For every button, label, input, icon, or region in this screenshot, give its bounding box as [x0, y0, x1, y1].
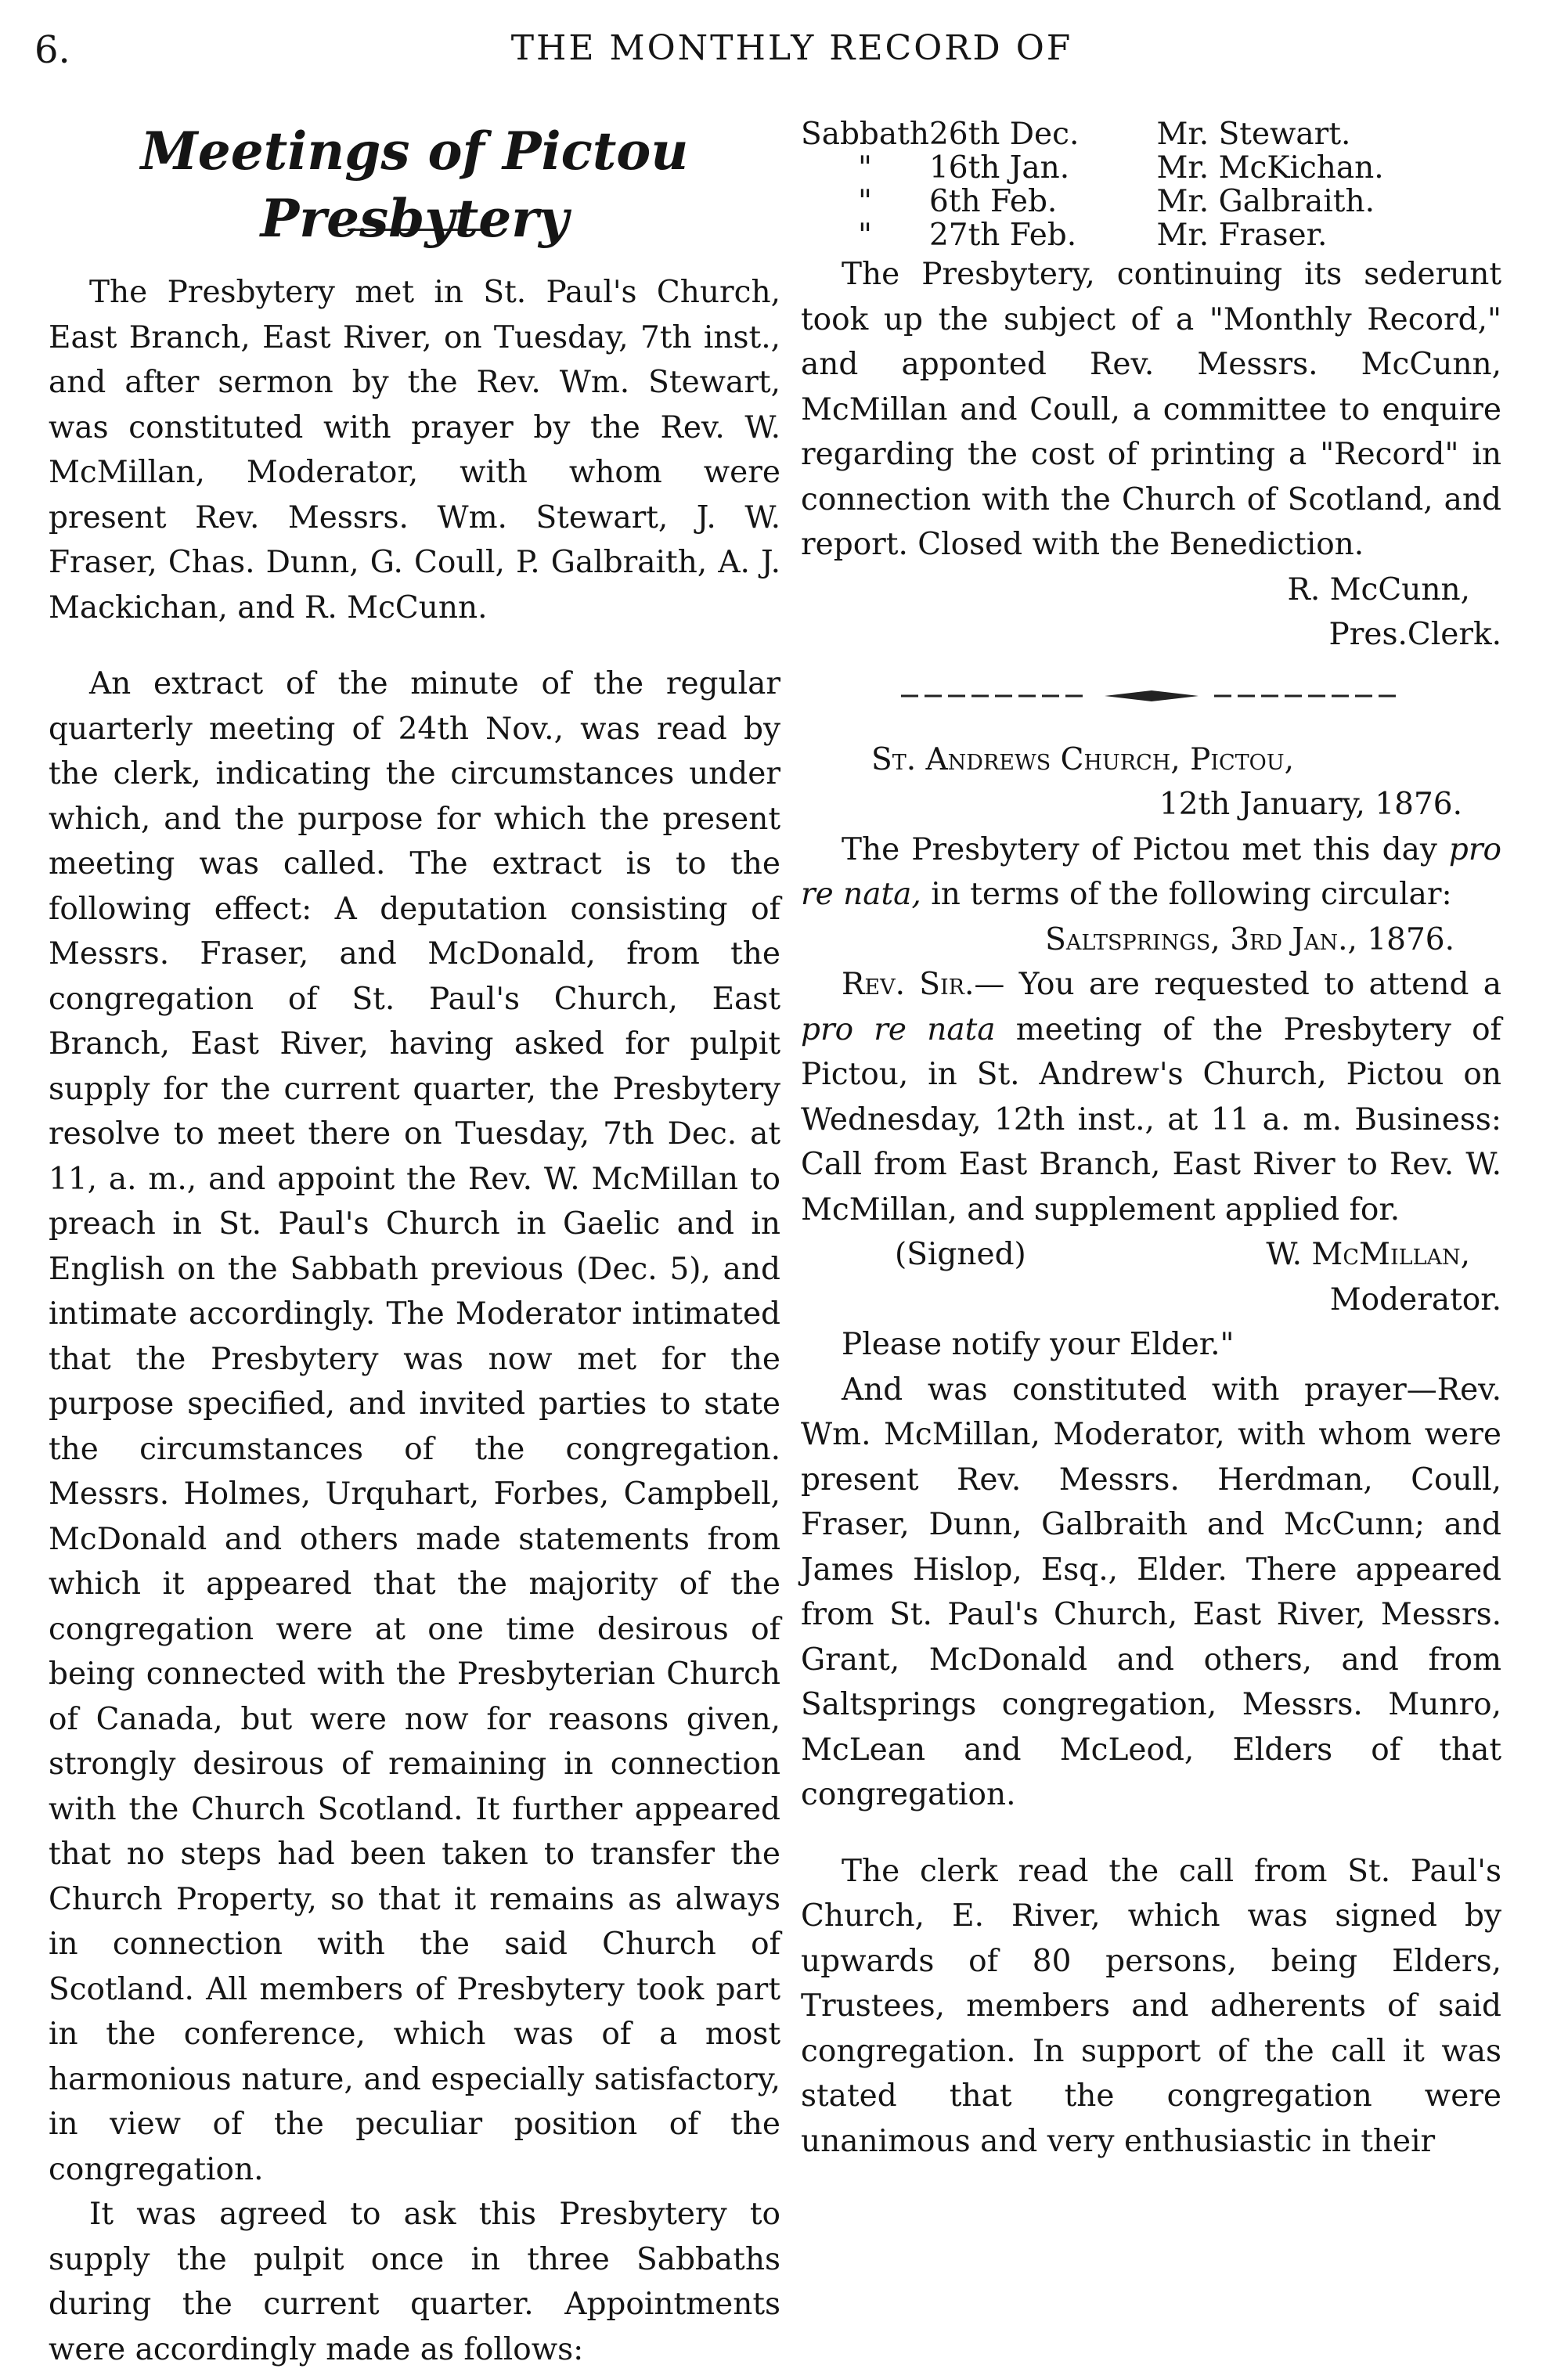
page-number: 6.	[34, 28, 70, 72]
dateline-place: St. Andrews Church, Pictou,	[871, 741, 1294, 777]
moderator-signature: W. McMillan,	[1266, 1237, 1470, 1272]
meeting-intro-pre: The Presbytery of Pictou met this day	[842, 831, 1437, 867]
clerk-title: Pres.Clerk.	[1328, 617, 1501, 652]
paragraph-opening: The Presbytery met in St. Paul's Church, East Branch, East River, on Tuesday, 7th inst., and after sermon by the Rev. Wm. Stewart, was constituted with prayer by the Rev. W. McMillan, Moderator, with whom were present Rev. Messrs. Wm. Stewart, J. W. Fraser, Chas. Dunn, G. Coull, P. Galbraith, A. J. Mackichan, and R. McCunn.	[49, 275, 780, 625]
appointment-date: 6th Feb.	[928, 184, 1058, 219]
appointment-minister: Mr. Fraser.	[1156, 218, 1328, 253]
meeting-intro-post: in terms of the following circular:	[931, 877, 1452, 912]
appointment-row	[801, 151, 1501, 185]
appointment-date: 16th Jan.	[928, 150, 1070, 186]
appointment-mark: Sabbath	[801, 117, 929, 152]
paragraph-appointments: It was agreed to ask this Presbytery to supply the pulpit once in three Sabbaths during the current quarter. Appointments were accordingly made as follows:	[49, 2197, 780, 2367]
appointment-row	[801, 185, 1501, 218]
appointment-mark: "	[858, 218, 872, 253]
circular-pre: You are requested to attend a	[1018, 967, 1501, 1002]
paragraph-circular	[801, 962, 1501, 1232]
appointment-date: 27th Feb.	[928, 218, 1077, 253]
notify-line: Please notify your Elder."	[842, 1327, 1235, 1362]
clerk-signature: R. McCunn,	[1287, 571, 1470, 607]
dateline-date: 12th January, 1876.	[1159, 787, 1462, 822]
left-column	[49, 117, 780, 2372]
appointment-minister: Mr. Stewart.	[1156, 117, 1351, 152]
paragraph-meeting-intro	[801, 827, 1501, 917]
signed-label: (Signed)	[895, 1237, 1026, 1272]
paragraph-extract: An extract of the minute of the regular quarterly meeting of 24th Nov., was read by the clerk, indicating the circumstances under which, and the purpose for which the present meeting was called. The extract is to the following effect: A deputation consisting of Messrs. Fraser, and McDonald, from the congregation of St. Paul's Church, East Branch, East River, having asked for pulpit supply for the current quarter, the Presbytery resolve to meet there on Tuesday, 7th Dec. at 11, a. m., and appoint the Rev. W. McMillan to preach in St. Paul's Church in Gaelic and in English on the Sabbath previous (Dec. 5), and intimate accordingly. The Moderator intimated that the Presbytery was now met for the purpose specified, and invited parties to state the circumstances of the congregation. Messrs. Holmes, Urquhart, Forbes, Campbell, McDonald and others made statements from which it appeared that the majority of the congregation were at one time desirous of being connected with the Presbyterian Church of Canada, but were now for reasons given, strongly desirous of remaining in connection with the Church Scotland. It further appeared that no steps had been taken to transfer the Church Property, so that it remains as always in connection with the said Church of Scotland. All members of Presbytery took part in the conference, which was of a most harmonious nature, and especially satisfactory, in view of the peculiar position of the congregation.	[49, 666, 780, 2187]
section-divider-ornament	[893, 684, 1410, 708]
meeting-intro-latin: pro re nata,	[801, 831, 1501, 912]
circular-latin: pro re nata	[801, 1011, 996, 1047]
right-column	[801, 117, 1501, 2164]
article-heading: Meetings of Pictou Presbytery	[140, 121, 689, 249]
appointment-mark: "	[858, 184, 872, 219]
appointments-table	[801, 117, 1501, 252]
circular-post: meeting of the Presbytery of Pictou, in St. Andrew's Church, Pictou on Wednesday, 12th inst., at 11 a. m. Business: Call from East Branch, East River to Rev. W. McMillan, and supplement applied for.	[801, 1011, 1501, 1227]
appointment-minister: Mr. Galbraith.	[1156, 184, 1375, 219]
moderator-title: Moderator.	[1329, 1282, 1501, 1318]
page-header	[0, 28, 1568, 75]
appointment-mark: "	[858, 150, 872, 186]
circular-salutation: Rev. Sir.—	[842, 967, 1005, 1002]
circular-dateline: Saltsprings, 3rd Jan., 1876.	[1045, 921, 1454, 957]
appointment-row	[801, 218, 1501, 252]
appointment-date: 26th Dec.	[928, 117, 1080, 152]
paragraph-sederunt: The Presbytery, continuing its sederunt took up the subject of a "Monthly Record," and apponted Rev. Messrs. McCunn, McMillan and Coull, a committee to enquire regarding the cost of printing a "Record" in connection with the Church of Scotland, and report. Closed with the Benediction.	[801, 257, 1501, 562]
appointment-row	[801, 117, 1501, 151]
running-title: THE MONTHLY RECORD OF	[510, 28, 1073, 68]
circular-signature-row	[801, 1232, 1501, 1278]
appointment-minister: Mr. McKichan.	[1156, 150, 1384, 186]
paragraph-constituted: And was constituted with prayer—Rev. Wm. McMillan, Moderator, with whom were present Rev. Messrs. Herdman, Coull, Fraser, Dunn, Galbraith and McCunn; and James Hislop, Esq., Elder. There appeared from St. Paul's Church, East River, Messrs. Grant, McDonald and others, and from Saltsprings congregation, Messrs. Munro, McLean and McLeod, Elders of that congregation.	[801, 1372, 1501, 1812]
paragraph-call: The clerk read the call from St. Paul's Church, E. River, which was signed by upwards of 80 persons, being Elders, Trustees, members and adherents of said congregation. In support of the call it was stated that the congregation were unanimous and very enthusiastic in their	[801, 1853, 1501, 2159]
